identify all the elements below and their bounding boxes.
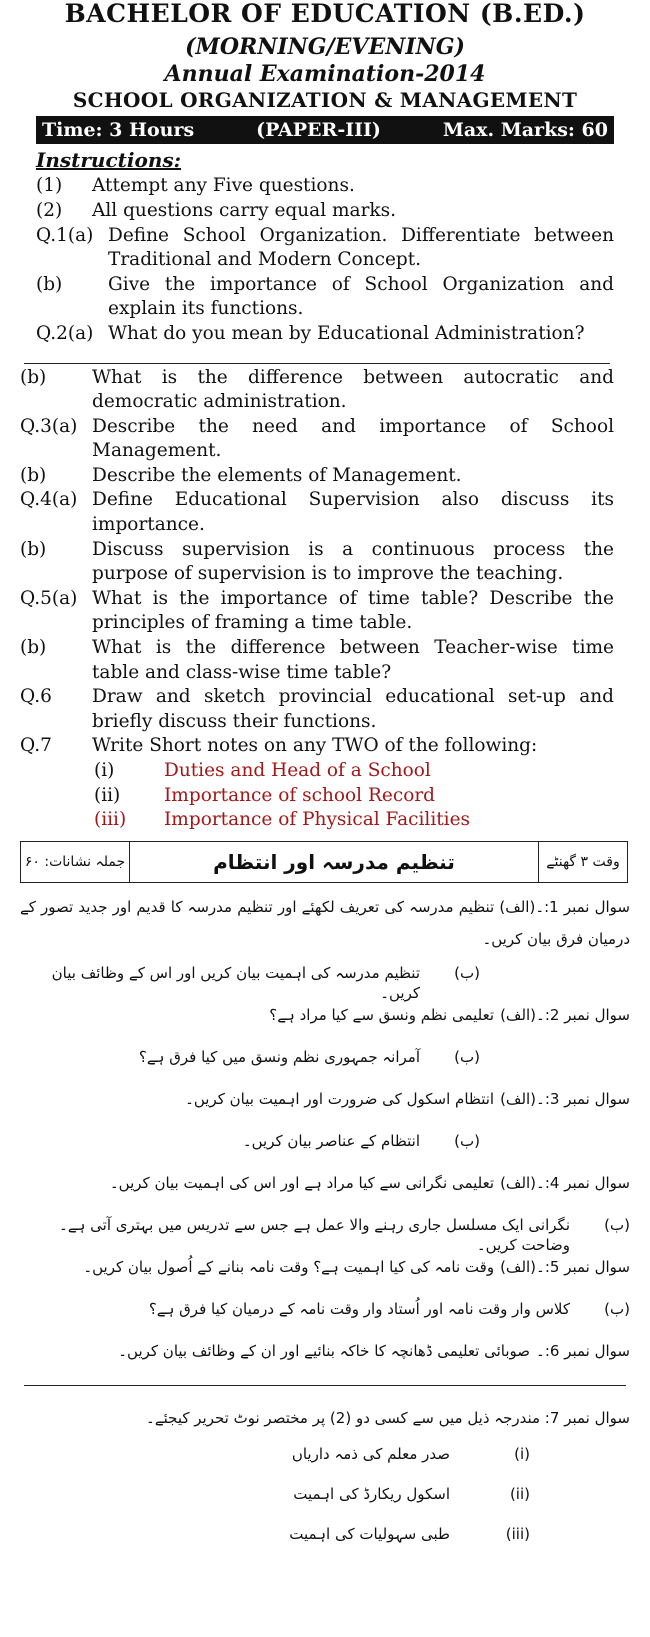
- question-item: Q.4(a) Define Educational Supervision also discuss its importance.: [20, 489, 614, 536]
- section-divider: [24, 363, 610, 364]
- urdu-question: (ب) تنظیم مدرسہ کی اہمیت بیان کریں اور اس کے وظائف بیان کریں۔: [51, 963, 480, 1002]
- question-item: Q.6 Draw and sketch provincial educational set-up and briefly discuss their functions.: [20, 686, 614, 732]
- instructions-list: [0, 174, 650, 346]
- urdu-question: سوال نمبر 1:۔(الف) تنظیم مدرسہ کی تعریف لکھئے اور تنظیم مدرسہ کا قدیم اور جدید تصور کے درمیان فرق بیان کریں۔: [20, 897, 630, 948]
- exam-title: Annual Examination-2014: [164, 61, 486, 88]
- question-item: Q.2(a) What do you mean by Educational Administration?: [36, 322, 585, 344]
- subject-title: SCHOOL ORGANIZATION & MANAGEMENT: [72, 88, 578, 113]
- urdu-header-box: [20, 841, 628, 883]
- short-note-item: (iii) Importance of Physical Facilities: [94, 809, 471, 831]
- question-item: (b) What is the difference between Teacher-wise time table and class-wise time table?: [20, 637, 614, 683]
- urdu-question-7: سوال نمبر 7: مندرجہ ذیل میں سے کسی دو (2) پر مختصر نوٹ تحریر کیجئے۔: [146, 1408, 630, 1427]
- instruction-item: (2) All questions carry equal marks.: [36, 199, 396, 221]
- question-item: (b) Describe the elements of Management.: [20, 464, 462, 486]
- urdu-question: (ب) انتظام کے عناصر بیان کریں۔: [242, 1131, 480, 1150]
- paper-label: (PAPER-III): [256, 119, 381, 142]
- urdu-question: (ب) نگرانی ایک مسلسل جاری رہنے والا عمل ہے جس سے تدریس میں بہتری آتی ہے۔ وضاحت کریں۔: [59, 1215, 630, 1254]
- short-note-item: (i) Duties and Head of a School: [94, 760, 431, 781]
- question-item: (b) Give the importance of School Organization and explain its functions.: [36, 273, 614, 320]
- urdu-short-note-item: (i) صدر معلم کی ذمہ داریاں: [291, 1444, 530, 1463]
- short-note-item: (ii) Importance of school Record: [94, 784, 436, 806]
- urdu-question: سوال نمبر 6:۔ صوبائی تعلیمی ڈھانچہ کا خاکہ بنائیے اور ان کے وظائف بیان کریں۔: [118, 1341, 630, 1360]
- time-label: Time: 3 Hours: [42, 119, 195, 142]
- question-item: (b) What is the difference between autocratic and democratic administration.: [20, 366, 614, 413]
- question-item: Q.7 Write Short notes on any TWO of the following:: [20, 735, 538, 757]
- instructions-heading: Instructions:: [36, 148, 182, 173]
- urdu-short-note-item: (ii) اسکول ریکارڈ کی اہمیت: [293, 1484, 530, 1503]
- urdu-question: (ب) آمرانہ جمہوری نظم ونسق میں کیا فرق ہے؟: [138, 1047, 480, 1066]
- question-item: Q.1(a) Define School Organization. Differentiate between Traditional and Modern Concept.: [36, 224, 614, 271]
- question-item: Q.5(a) What is the importance of time table? Describe the principles of framing a time table.: [20, 587, 614, 634]
- urdu-short-note-item: (iii) طبی سہولیات کی اہمیت: [289, 1524, 530, 1543]
- marks-label: Max. Marks: 60: [442, 119, 608, 142]
- urdu-question: (ب) کلاس وار وقت نامہ اور اُستاد وار وقت نامہ کے درمیان کیا فرق ہے؟: [148, 1299, 630, 1318]
- degree-title: BACHELOR OF EDUCATION (B.ED.): [64, 0, 586, 28]
- urdu-q7-items: [0, 1428, 650, 1564]
- urdu-time: وقت ۳ گھنٹے: [546, 853, 620, 870]
- urdu-question-list: [0, 955, 650, 1371]
- question-item: (b) Discuss supervision is a continuous process the purpose of supervision is to improve the teaching.: [20, 538, 614, 585]
- urdu-question: سوال نمبر 5:۔(الف) وقت نامہ کی کیا اہمیت ہے؟ وقت نامہ بنانے کے اُصول بیان کریں۔: [83, 1257, 630, 1276]
- urdu-question: سوال نمبر 2:۔(الف) تعلیمی نظم ونسق سے کیا مراد ہے؟: [269, 1005, 630, 1024]
- urdu-question: سوال نمبر 3:۔(الف) انتظام اسکول کی ضرورت اور اہمیت بیان کریں۔: [185, 1089, 630, 1108]
- question-item: Q.3(a) Describe the need and importance of School Management.: [20, 415, 614, 462]
- session-title: (MORNING/EVENING): [185, 33, 465, 60]
- urdu-questions: [0, 891, 650, 1564]
- urdu-marks: جملہ نشانات: ۶۰: [21, 842, 130, 882]
- exam-info-bar: [36, 116, 614, 144]
- questions-list: [0, 366, 650, 833]
- urdu-question: سوال نمبر 4:۔(الف) تعلیمی نگرانی سے کیا مراد ہے اور اس کی اہمیت بیان کریں۔: [109, 1173, 630, 1192]
- urdu-title: تنظیم مدرسہ اور انتظام: [130, 842, 539, 882]
- instruction-item: (1) Attempt any Five questions.: [36, 175, 355, 197]
